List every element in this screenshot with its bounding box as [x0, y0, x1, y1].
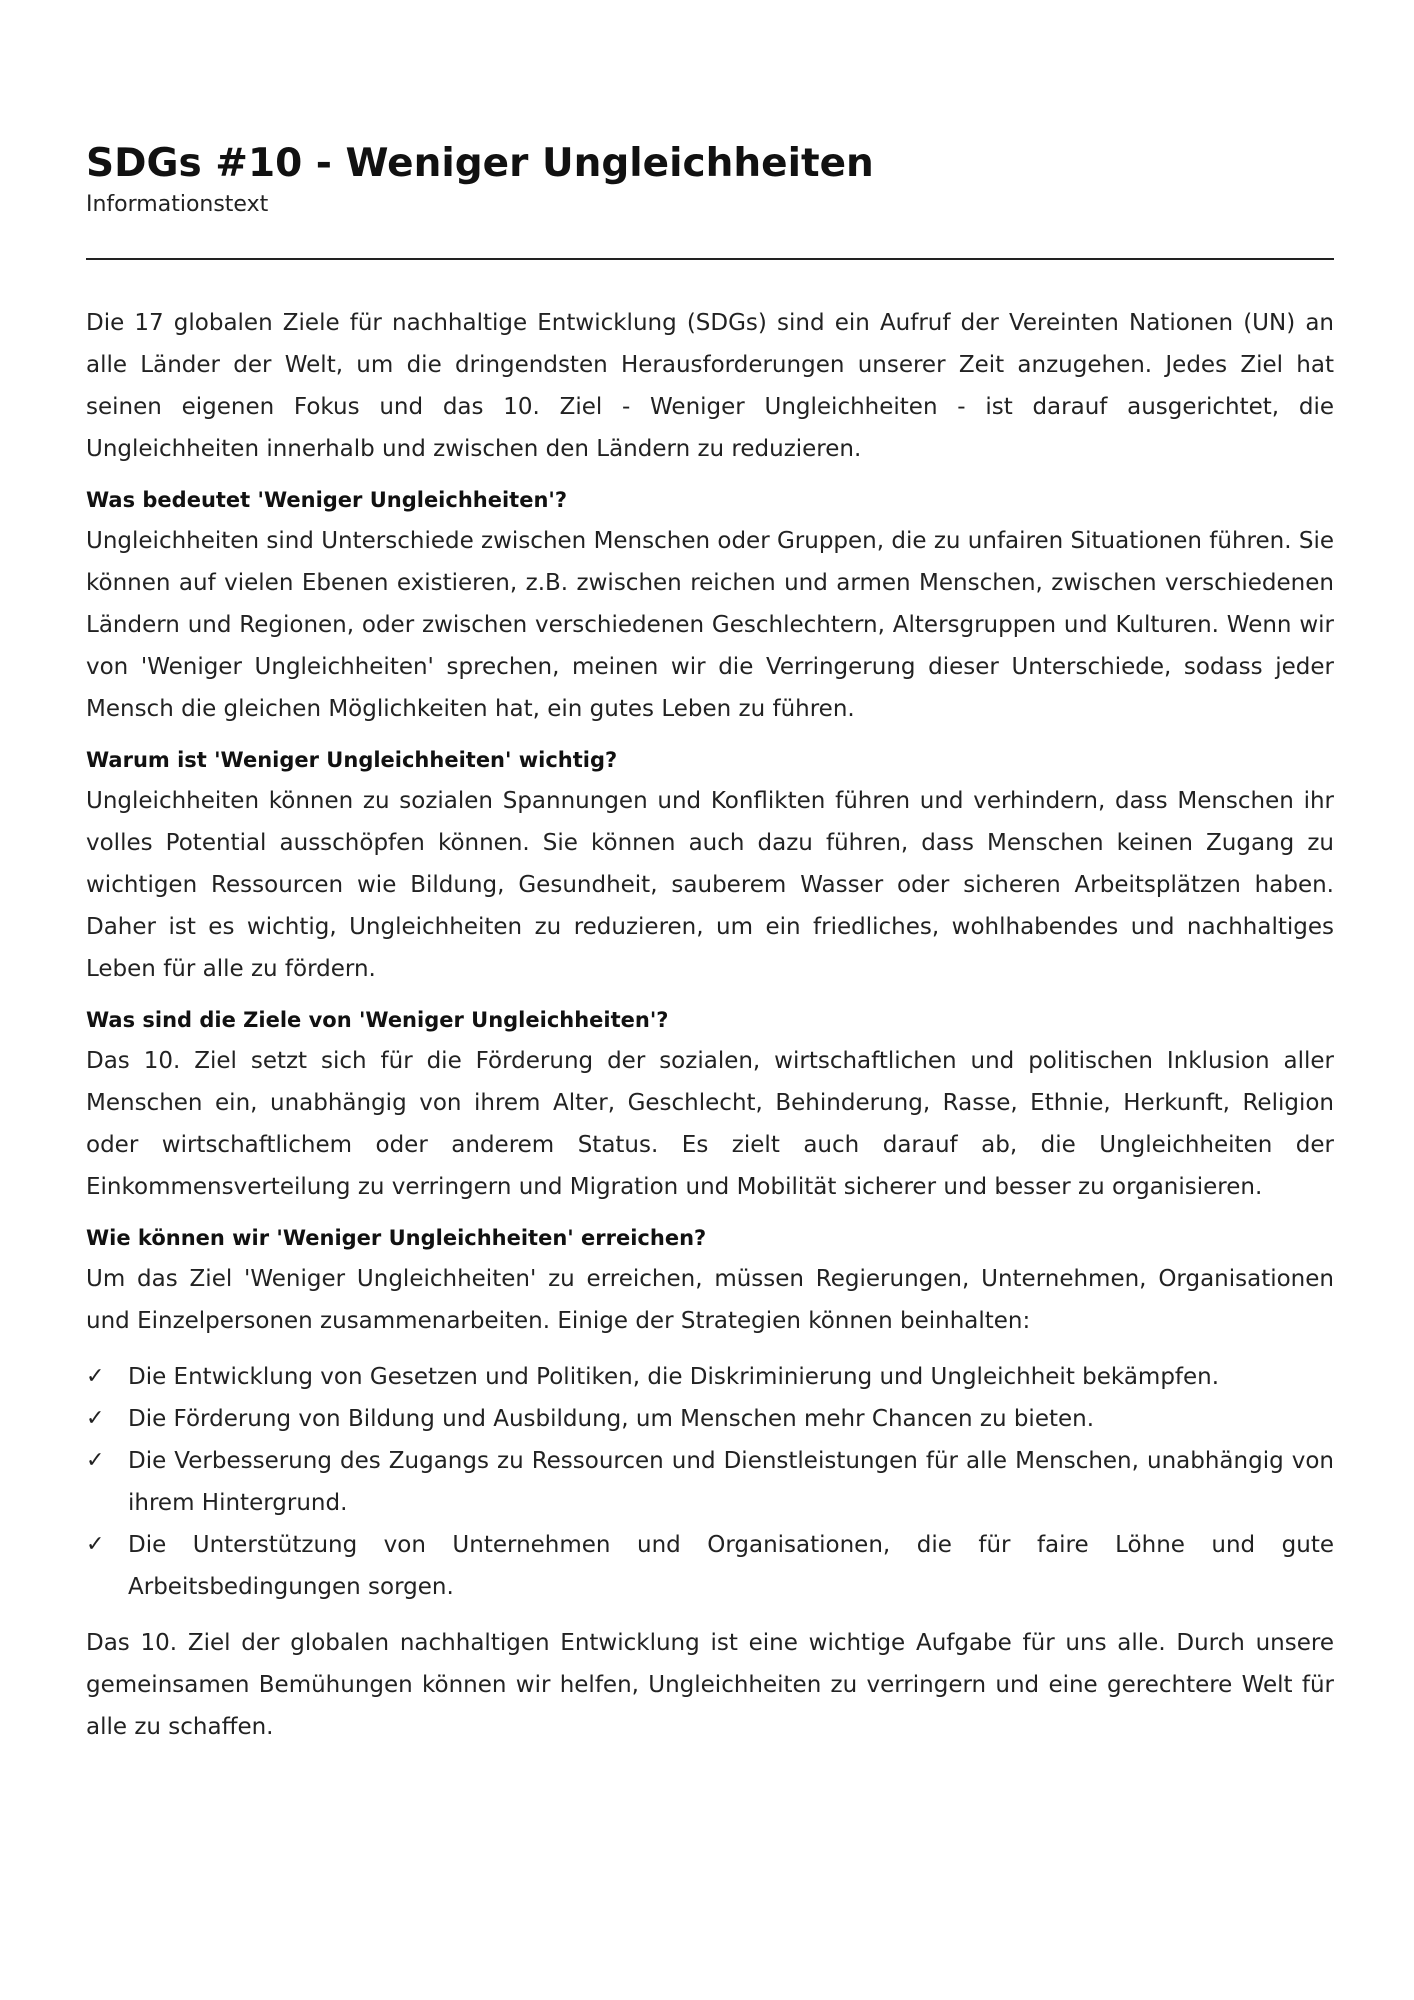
list-item-text: Die Unterstützung von Unternehmen und Organisationen, die für faire Löhne und gute Arbeitsbedingungen sorgen.: [128, 1532, 1334, 1600]
list-item: [86, 1524, 1334, 1608]
intro-paragraph: Die 17 globalen Ziele für nachhaltige Entwicklung (SDGs) sind ein Aufruf der Vereinten Nationen (UN) an alle Länder der Welt, um die dringendsten Herausforderungen unserer Zeit anzugehen. Jedes Ziel hat seinen eigenen Fokus und das 10. Ziel - Weniger Ungleichheiten - ist darauf ausgerichtet, die Ungleichheiten innerhalb und zwischen den Ländern zu reduzieren.: [86, 310, 1334, 462]
checkmark-icon: ✓: [86, 1406, 105, 1431]
checkmark-icon: ✓: [86, 1532, 105, 1557]
section-heading-goals: Was sind die Ziele von 'Weniger Ungleichheiten'?: [86, 1008, 669, 1032]
section-text-meaning: Ungleichheiten sind Unterschiede zwischen Menschen oder Gruppen, die zu unfairen Situationen führen. Sie können auf vielen Ebenen existieren, z.B. zwischen reichen und armen Menschen, zwischen verschiedenen Ländern und Regionen, oder zwischen verschiedenen Geschlechtern, Altersgruppen und Kulturen. Wenn wir von 'Weniger Ungleichheiten' sprechen, meinen wir die Verringerung dieser Unterschiede, sodass jeder Mensch die gleichen Möglichkeiten hat, ein gutes Leben zu führen.: [86, 528, 1334, 722]
section-text-importance: Ungleichheiten können zu sozialen Spannungen und Konflikten führen und verhindern, dass Menschen ihr volles Potential ausschöpfen können. Sie können auch dazu führen, dass Menschen keinen Zugang zu wichtigen Ressourcen wie Bildung, Gesundheit, sauberem Wasser oder sicheren Arbeitsplätzen haben. Daher ist es wichtig, Ungleichheiten zu reduzieren, um ein friedliches, wohlhabendes und nachhaltiges Leben für alle zu fördern.: [86, 788, 1334, 982]
checkmark-icon: ✓: [86, 1364, 105, 1389]
closing-paragraph: Das 10. Ziel der globalen nachhaltigen Entwicklung ist eine wichtige Aufgabe für uns alle. Durch unsere gemeinsamen Bemühungen können wir helfen, Ungleichheiten zu verringern und eine gerechtere Welt für alle zu schaffen.: [86, 1630, 1334, 1740]
list-item: [86, 1440, 1334, 1524]
section-heading-importance: Warum ist 'Weniger Ungleichheiten' wichtig?: [86, 748, 618, 772]
checkmark-icon: ✓: [86, 1448, 105, 1473]
list-item: [86, 1398, 1334, 1440]
title-divider: [86, 258, 1334, 260]
list-item-text: Die Entwicklung von Gesetzen und Politiken, die Diskriminierung und Ungleichheit bekämpfen.: [128, 1364, 1220, 1390]
list-item-text: Die Förderung von Bildung und Ausbildung, um Menschen mehr Chancen zu bieten.: [128, 1406, 1095, 1432]
list-item: [86, 1356, 1334, 1398]
page-subtitle: Informationstext: [86, 192, 269, 217]
page-title: SDGs #10 - Weniger Ungleichheiten: [86, 141, 874, 186]
strategies-list: [86, 1356, 1334, 1608]
document-page: [86, 138, 1334, 1748]
section-text-achieve: Um das Ziel 'Weniger Ungleichheiten' zu erreichen, müssen Regierungen, Unternehmen, Organisationen und Einzelpersonen zusammenarbeiten. Einige der Strategien können beinhalten:: [86, 1266, 1334, 1334]
section-text-goals: Das 10. Ziel setzt sich für die Förderung der sozialen, wirtschaftlichen und politischen Inklusion aller Menschen ein, unabhängig von ihrem Alter, Geschlecht, Behinderung, Rasse, Ethnie, Herkunft, Religion oder wirtschaftlichem oder anderem Status. Es zielt auch darauf ab, die Ungleichheiten der Einkommensverteilung zu verringern und Migration und Mobilität sicherer und besser zu organisieren.: [86, 1048, 1334, 1200]
section-heading-achieve: Wie können wir 'Weniger Ungleichheiten' erreichen?: [86, 1226, 707, 1250]
list-item-text: Die Verbesserung des Zugangs zu Ressourcen und Dienstleistungen für alle Menschen, unabhängig von ihrem Hintergrund.: [128, 1448, 1334, 1516]
section-heading-meaning: Was bedeutet 'Weniger Ungleichheiten'?: [86, 488, 568, 512]
